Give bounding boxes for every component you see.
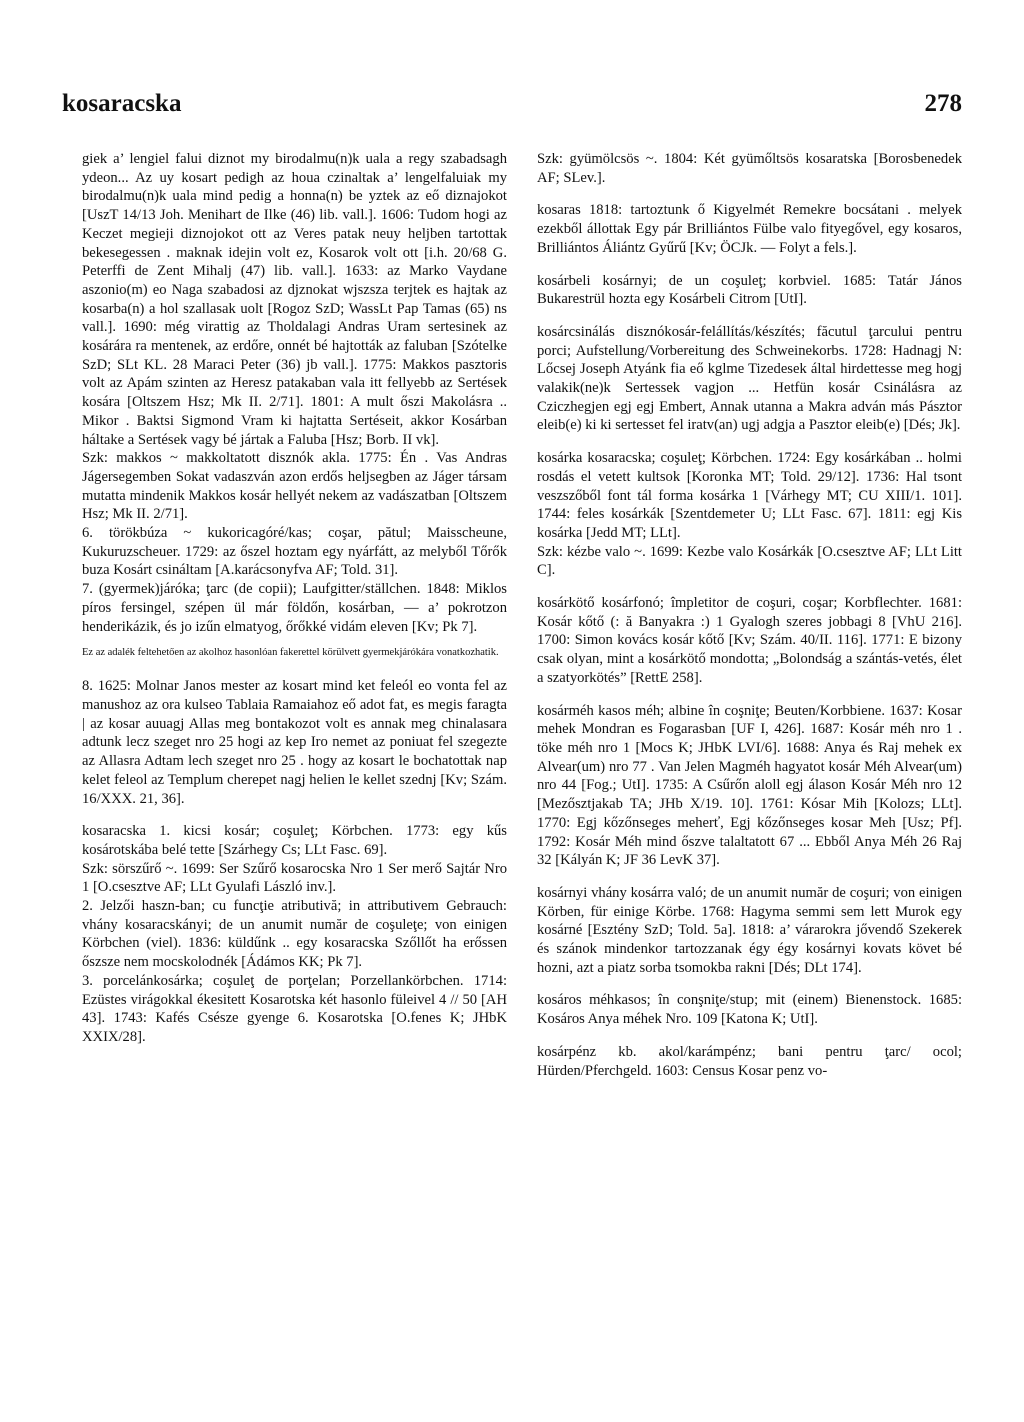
entry-kosaros: kosáros méhkasos; în conşniţe/stup; mit (einem) Bienenstock. 1685: Kosáros Anya méhek Nro. 109 [Katona K; UtI]. xyxy=(537,992,962,1028)
paragraph: 6. törökbúza ~ kukoricagóré/kas; coşar, pătul; Maisscheune, Kukuruzscheuer. 1729: az őszel hoztam egy nyárfátt, az melyből Tőrők buza Kosárt csináltam [A.karácsonyfva AF; Told. 31]. xyxy=(82,525,507,579)
entry-kosarbeli: kosárbeli kosárnyi; de un coşuleţ; korbviel. 1685: Tatár János Bukarestrül hozta egy Kosárbeli Citrom [UtI]. xyxy=(537,272,962,308)
paragraph: Szk: sörszűrő ~. 1699: Ser Szűrő kosarocska Nro 1 Ser merő Sajtár Nro 1 [O.csesztve AF; LLt Gyulafi László inv.]. xyxy=(82,860,507,896)
paragraph: 3. porcelánkosárka; coşuleţ de porţelan; Porzellankörbchen. 1714: Ezüstes virágokkal ékesitett Kosarotska két hasonlo füleivel 4 // 50 [AH 43]. 1743: Kafés Csésze gyenge 6. Kosarotska [O.fenes K; JHbK XXIX/28]. xyxy=(82,972,507,1045)
page-number: 278 xyxy=(924,90,962,117)
right-column xyxy=(537,150,962,1094)
running-headword: kosaracska xyxy=(62,90,182,117)
entry-kosarpenz: kosárpénz kb. akol/karámpénz; bani pentru ţarc/ ocol; Hürden/Pferchgeld. 1603: Census Kosar penz vo- xyxy=(537,1043,962,1079)
entry-kosarkoto: kosárkötő kosárfonó; împletitor de coşuri, coşar; Korbflechter. 1681: Kosár kőtő (: ă Banyakra :) 1 Gyalogh szeres jobbagi 8 [VhU 216]. 1700: Simon kovács kosár kőtő [Kv; Szám. 40/II. 116]. 1771: E bizony csak olyan, mint a kosárkötő mondotta; „Bolondság a szántás-vetés, élet a szatyorkötés” [RettE 258]. xyxy=(537,595,962,686)
entry-kosarcsinalas: kosárcsinálás disznókosár-felállítás/készítés; făcutul ţarcului pentru porci; Aufstellung/Vorbereitung des Schweinekorbs. 1728: Hadnagj N: Lőcsej Joseph Atyánk fia eő kglme Tizedesek által hirdettesse meg hogj valakik(ne)k Sertessek vagjon ... Hetfün kosár Csinálásra az Cziczhegjen egj egj Embert, Annak utanna a Makra adván más Pásztor eleib(e) ki ki sertesset fel iratv(an) ugj adgja a Pasztor eleib(e) [Dés; Jk]. xyxy=(537,323,962,434)
paragraph: giek a’ lengiel falui diznot my birodalmu(n)k uala a regy szabadsagh ydeon... Az uy kosart pedigh az houa czinaltak a’ lengelfaluiak my birodalmu(n)k uala mind pedig a honna(n) be yztek az eő diznajokot [UszT 14/13 Joh. Menihart de Ilke (46) lib. vall.]. 1606: Tudom hogi az Keczet megieji diznojokot ott az Veres patak neuy heljben tartottak bekesegessen . maknak idejin volt ez, Kosarok volt ott [i.h. 20/68 G. Peterffi de Zent Mihalj (47) lib. vall.]. 1633: az Marko Vaydane aszonio(m) eo Naga szabadosi az djznokat wjszsza terjtek es hajtak az kosarba(n) a hol szallasak uolt [Rogoz SzD; WassLt Pap Tamas (65) ns vall.]. 1690: még virattig az Tholdalagi Andras Uram sertesinek az kosárára ra mentenek, az erdőre, onnét bé hajtották az faluban [Szótelke SzD; SLt KL. 28 Maraci Peter (36) jb vall.]. 1775: Makkos pasztoris volt az Apám szinten az Heresz patakaban vala itt fellyebb az Sertések kosára [Oltszem Hsz; Mk II. 2/71]. 1801: A mult őszi Makolásra .. Mikor . Baktsi Sigmond Vram ki hajtatta Sertéseit, akkor Kosárban háltake a Sertések vagy bé jártak a Faluba [Hsz; Borb. II vk]. xyxy=(82,151,507,448)
entry-kosarka: kosárka kosaracska; coşuleţ; Körbchen. 1724: Egy kosárkában .. holmi rosdás el vetett kultsok [Koronka MT; Told. 29/12]. 1736: Hal tsont veszszőből font tál forma kosárka 1 [Várhegy MT; CU XIII/1. 101]. 1744: feles kosárkák [Szentdemeter U; LLt Fasc. 67]. 1811: egj Kis kosárka [Jedd MT; LLt]. xyxy=(537,450,962,541)
paragraph: Szk: gyümölcsös ~. 1804: Két gyümőltsös kosaratska [Borosbenedek AF; SLev.]. xyxy=(537,151,962,186)
page-header xyxy=(62,90,962,126)
entry-kosaracska: kosaracska 1. kicsi kosár; coşuleţ; Körbchen. 1773: egy kűs kosárotskába belé tette [Szárhegy Cs; LLt Fasc. 69]. xyxy=(82,823,507,858)
left-column xyxy=(82,150,507,1047)
paragraph: 8. 1625: Molnar Janos mester az kosart mind ket feleól eo vonta fel az manushoz az ora kulseo Tablaia Ramaiahoz eő adot fat, es megis faragta | az kosar auuagj Allas meg bontakozot volt es annak meg chinalasara adtunk lecz szeget nro 25 hogi az kep Iro nemet az poniuat fel szegezte az Allasra Adtam lech szeget nro 25 . hogy az kosart le bochatottak nap kelet feleol az Templum cherepet nagj helien le kellet szednj [Kv; Szám. 16/XXX. 21, 36]. xyxy=(82,678,507,807)
paragraph: Szk: makkos ~ makkoltatott disznók akla. 1775: Én . Vas Andras Jágersegemben Sokat vadaszván azon erdős heljsegben az Jáger társam mutatta mindenik Makkos kosár hellyét nekem az vadászatban [Oltszem Hsz; Mk II. 2/71]. xyxy=(82,450,507,523)
footnote: Ez az adalék feltehetően az akolhoz hasonlóan fakerettel körülvett gyermekjárókára vonatkozhatik. xyxy=(82,647,499,659)
paragraph: 2. Jelzői haszn-ban; cu funcţie atributivă; in attributivem Gebrauch: vhány kosaracskányi; de un anumit număr de coşuleţe; von einigen Körbchen (viel). 1836: küldűnk .. egy kosaracska Szőllőt ha erőssen őszsze nem mocskolodnék [Ádámos KK; Pk 7]. xyxy=(82,898,507,971)
paragraph: Szk: kézbe valo ~. 1699: Kezbe valo Kosárkák [O.csesztve AF; LLt Litt C]. xyxy=(537,543,962,579)
entry-kosarnyi: kosárnyi vhány kosárra való; de un anumit număr de coşuri; von einigen Körben, für einige Körbe. 1768: Hagyma semmi sem lett Murok egy kosárné [Esztény SzD; Told. 5a]. 1818: a’ várarokra jővendő Szekerek és szánok mindenkor tartozzanak égy égy kosárnyi kovats követ bé hozni, azt a piatz sorba tsomokba rakni [Dés; DLt 174]. xyxy=(537,884,962,976)
entry-kosaras: kosaras 1818: tartoztunk ő Kigyelmét Remekre bocsátani . melyek ezekből állottak Egy pár Brilliántos Fülbe valo fityegővel, egy kosaros, Brilliántos Áliántz Gyűrű [Kv; ÖCJk. — Folyt a fels.]. xyxy=(537,202,962,256)
paragraph: 7. (gyermek)járóka; ţarc (de copii); Laufgitter/ställchen. 1848: Miklos píros fersingel, szépen ül már földőn, kosárban, — a’ pokrotzon henderikázik, és jo izűn elmatyog, őrőkké vidám eleven [Kv; Pk 7]. xyxy=(82,581,507,635)
entry-kosarmeh: kosárméh kasos méh; albine în coşniţe; Beuten/Korbbiene. 1637: Kosar mehek Mondran es Fogarasban [UF I, 426]. 1687: Kosár méh nro 1 . töke méh nro 1 [Mocs K; JHbK LVI/6]. 1688: Anya és Raj mehek ex Alvear(um) nro 77 . Van Jelen Magméh hagyatot kosár Méh Alvear(um) nro 44 [Fog.; UtI]. 1735: A Csűrőn aloll egj álason Kosár Méh nro 12 [Mezősztjakab TA; JHb X/19. 10]. 1761: Kósar Mih [Kolozs; LLt]. 1770: Egj kőzőnseges meherť, Egj kőzőnseges kosar Meh [Usz; Pf]. 1792: Kosár Méh mind őszve talaltatott 67 ... Ebből Anya Méh 26 Raj 32 [Kályán K; JF 36 LevK 37]. xyxy=(537,702,962,869)
